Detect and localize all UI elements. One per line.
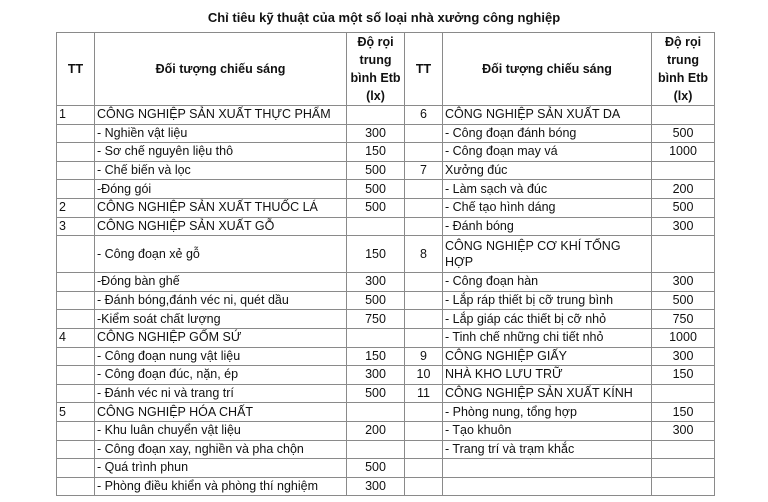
illuminance-left <box>347 217 405 236</box>
table-row <box>57 291 715 310</box>
row-number-right <box>405 291 443 310</box>
illuminance-right: 200 <box>652 180 715 199</box>
lighting-object-left: CÔNG NGHIỆP HÓA CHẤT <box>95 403 347 422</box>
illuminance-left: 300 <box>347 124 405 143</box>
illuminance-right: 300 <box>652 217 715 236</box>
lighting-object-left: - Đánh véc ni và trang trí <box>95 384 347 403</box>
illuminance-left: 300 <box>347 273 405 292</box>
illuminance-right <box>652 236 715 273</box>
illuminance-left: 500 <box>347 384 405 403</box>
illuminance-left: 500 <box>347 180 405 199</box>
lighting-object-left: CÔNG NGHIỆP SẢN XUẤT GỖ <box>95 217 347 236</box>
illuminance-right: 750 <box>652 310 715 329</box>
row-number-left: 4 <box>57 328 95 347</box>
table-row <box>57 198 715 217</box>
illuminance-left: 150 <box>347 143 405 162</box>
lighting-object-left: CÔNG NGHIỆP GỐM SỨ <box>95 328 347 347</box>
lighting-object-left: -Đóng bàn ghế <box>95 273 347 292</box>
illuminance-left <box>347 106 405 125</box>
table-row <box>57 161 715 180</box>
row-number-right <box>405 310 443 329</box>
row-number-right <box>405 273 443 292</box>
illuminance-right: 150 <box>652 403 715 422</box>
illuminance-right <box>652 477 715 496</box>
illuminance-right: 500 <box>652 291 715 310</box>
header-object-left: Đối tượng chiếu sáng <box>95 33 347 106</box>
lighting-object-right: - Tạo khuôn <box>443 421 652 440</box>
illuminance-right: 300 <box>652 347 715 366</box>
lighting-object-right: - Làm sạch và đúc <box>443 180 652 199</box>
table-row <box>57 347 715 366</box>
row-number-right: 7 <box>405 161 443 180</box>
lighting-object-left: - Công đoạn đúc, nặn, ép <box>95 366 347 385</box>
lighting-object-right: - Tinh chế những chi tiết nhỏ <box>443 328 652 347</box>
header-lux-line2: trung <box>359 53 392 67</box>
illuminance-left <box>347 440 405 459</box>
document-title: Chỉ tiêu kỹ thuật của một số loại nhà xưởng công nghiệp <box>207 10 561 25</box>
lighting-object-right: CÔNG NGHIỆP SẢN XUẤT DA <box>443 106 652 125</box>
row-number-left <box>57 366 95 385</box>
lighting-object-right <box>443 477 652 496</box>
table-row <box>57 217 715 236</box>
header-lux-line1: Độ rọi <box>664 35 702 49</box>
header-lux-line4: (lx) <box>366 89 385 103</box>
illuminance-left <box>347 403 405 422</box>
table-row <box>57 180 715 199</box>
header-tt-left: TT <box>57 33 95 106</box>
lighting-object-left: - Đánh bóng,đánh véc ni, quét dầu <box>95 291 347 310</box>
row-number-left <box>57 180 95 199</box>
lighting-object-right: - Công đoạn đánh bóng <box>443 124 652 143</box>
row-number-left <box>57 459 95 478</box>
lighting-object-left: - Quá trình phun <box>95 459 347 478</box>
table-row <box>57 459 715 478</box>
lighting-object-left: -Kiểm soát chất lượng <box>95 310 347 329</box>
row-number-right <box>405 477 443 496</box>
row-number-right <box>405 198 443 217</box>
lighting-object-right: - Chế tạo hình dáng <box>443 198 652 217</box>
row-number-right <box>405 180 443 199</box>
row-number-left: 1 <box>57 106 95 125</box>
row-number-left <box>57 477 95 496</box>
row-number-right <box>405 143 443 162</box>
row-number-left <box>57 236 95 273</box>
row-number-left: 3 <box>57 217 95 236</box>
lighting-object-right: - Phòng nung, tổng hợp <box>443 403 652 422</box>
lighting-object-left: -Đóng gói <box>95 180 347 199</box>
illuminance-right: 500 <box>652 198 715 217</box>
header-lux-left <box>347 33 405 106</box>
lighting-object-left: - Sơ chế nguyên liệu thô <box>95 143 347 162</box>
row-number-right <box>405 440 443 459</box>
row-number-right <box>405 421 443 440</box>
table-row <box>57 421 715 440</box>
lighting-object-left: - Công đoạn xay, nghiền và pha chộn <box>95 440 347 459</box>
lighting-standards-table <box>56 32 715 496</box>
illuminance-left: 150 <box>347 347 405 366</box>
row-number-left: 2 <box>57 198 95 217</box>
row-number-left <box>57 347 95 366</box>
row-number-left <box>57 124 95 143</box>
lighting-object-left: - Phòng điều khiển và phòng thí nghiệm <box>95 477 347 496</box>
header-lux-line3: bình Etb <box>658 71 708 85</box>
illuminance-right: 1000 <box>652 143 715 162</box>
table-row <box>57 384 715 403</box>
lighting-object-right: - Trang trí và trạm khắc <box>443 440 652 459</box>
illuminance-right <box>652 106 715 125</box>
row-number-left <box>57 384 95 403</box>
row-number-left <box>57 310 95 329</box>
illuminance-left: 200 <box>347 421 405 440</box>
lighting-object-right: CÔNG NGHIỆP SẢN XUẤT KÍNH <box>443 384 652 403</box>
header-lux-line1: Độ rọi <box>357 35 394 49</box>
table-row <box>57 477 715 496</box>
header-lux-line2: trung <box>667 53 699 67</box>
table-row <box>57 440 715 459</box>
illuminance-left <box>347 328 405 347</box>
header-object-right: Đối tượng chiếu sáng <box>443 33 652 106</box>
table-row <box>57 366 715 385</box>
table-row <box>57 403 715 422</box>
illuminance-right <box>652 440 715 459</box>
header-lux-line4: (lx) <box>673 89 693 103</box>
illuminance-left: 150 <box>347 236 405 273</box>
header-lux-right <box>652 33 715 106</box>
row-number-right <box>405 328 443 347</box>
lighting-object-right: CÔNG NGHIỆP GIẤY <box>443 347 652 366</box>
illuminance-left: 500 <box>347 198 405 217</box>
illuminance-right: 150 <box>652 366 715 385</box>
row-number-right <box>405 403 443 422</box>
lighting-object-right: NHÀ KHO LƯU TRỮ <box>443 366 652 385</box>
row-number-left <box>57 291 95 310</box>
table-row <box>57 236 715 273</box>
illuminance-left: 500 <box>347 291 405 310</box>
lighting-object-left: - Chế biến và lọc <box>95 161 347 180</box>
lighting-object-left: CÔNG NGHIỆP SẢN XUẤT THỰC PHẨM <box>95 106 347 125</box>
illuminance-right: 300 <box>652 273 715 292</box>
lighting-object-left: - Công đoạn xẻ gỗ <box>95 236 347 273</box>
row-number-right <box>405 217 443 236</box>
illuminance-right: 1000 <box>652 328 715 347</box>
row-number-right: 10 <box>405 366 443 385</box>
lighting-object-right: Xưởng đúc <box>443 161 652 180</box>
row-number-left: 5 <box>57 403 95 422</box>
lighting-object-right: - Lắp ráp thiết bị cỡ trung bình <box>443 291 652 310</box>
lighting-object-right: - Lắp giáp các thiết bị cỡ nhỏ <box>443 310 652 329</box>
header-tt-right: TT <box>405 33 443 106</box>
illuminance-left: 750 <box>347 310 405 329</box>
lighting-object-left: - Công đoạn nung vật liệu <box>95 347 347 366</box>
row-number-left <box>57 143 95 162</box>
illuminance-right: 300 <box>652 421 715 440</box>
row-number-right <box>405 124 443 143</box>
row-number-right: 8 <box>405 236 443 273</box>
lighting-object-left: - Nghiền vật liệu <box>95 124 347 143</box>
lighting-object-left: - Khu luân chuyển vật liệu <box>95 421 347 440</box>
table-row <box>57 124 715 143</box>
row-number-right <box>405 459 443 478</box>
lighting-object-left: CÔNG NGHIỆP SẢN XUẤT THUỐC LÁ <box>95 198 347 217</box>
row-number-left <box>57 440 95 459</box>
illuminance-left: 500 <box>347 161 405 180</box>
illuminance-left: 300 <box>347 366 405 385</box>
illuminance-right <box>652 459 715 478</box>
row-number-left <box>57 273 95 292</box>
table-row <box>57 328 715 347</box>
lighting-object-right: CÔNG NGHIỆP CƠ KHÍ TỔNG HỢP <box>443 236 652 273</box>
illuminance-left: 500 <box>347 459 405 478</box>
row-number-right: 11 <box>405 384 443 403</box>
table-row <box>57 310 715 329</box>
row-number-right: 6 <box>405 106 443 125</box>
illuminance-right <box>652 384 715 403</box>
illuminance-right <box>652 161 715 180</box>
table-row <box>57 273 715 292</box>
lighting-object-right: - Công đoạn hàn <box>443 273 652 292</box>
table-row <box>57 143 715 162</box>
lighting-object-right: - Công đoạn may vá <box>443 143 652 162</box>
header-lux-line3: bình Etb <box>350 71 401 85</box>
row-number-right: 9 <box>405 347 443 366</box>
row-number-left <box>57 161 95 180</box>
illuminance-left: 300 <box>347 477 405 496</box>
lighting-object-right <box>443 459 652 478</box>
table-row <box>57 106 715 125</box>
illuminance-right: 500 <box>652 124 715 143</box>
row-number-left <box>57 421 95 440</box>
header-row <box>57 33 715 106</box>
lighting-object-right: - Đánh bóng <box>443 217 652 236</box>
